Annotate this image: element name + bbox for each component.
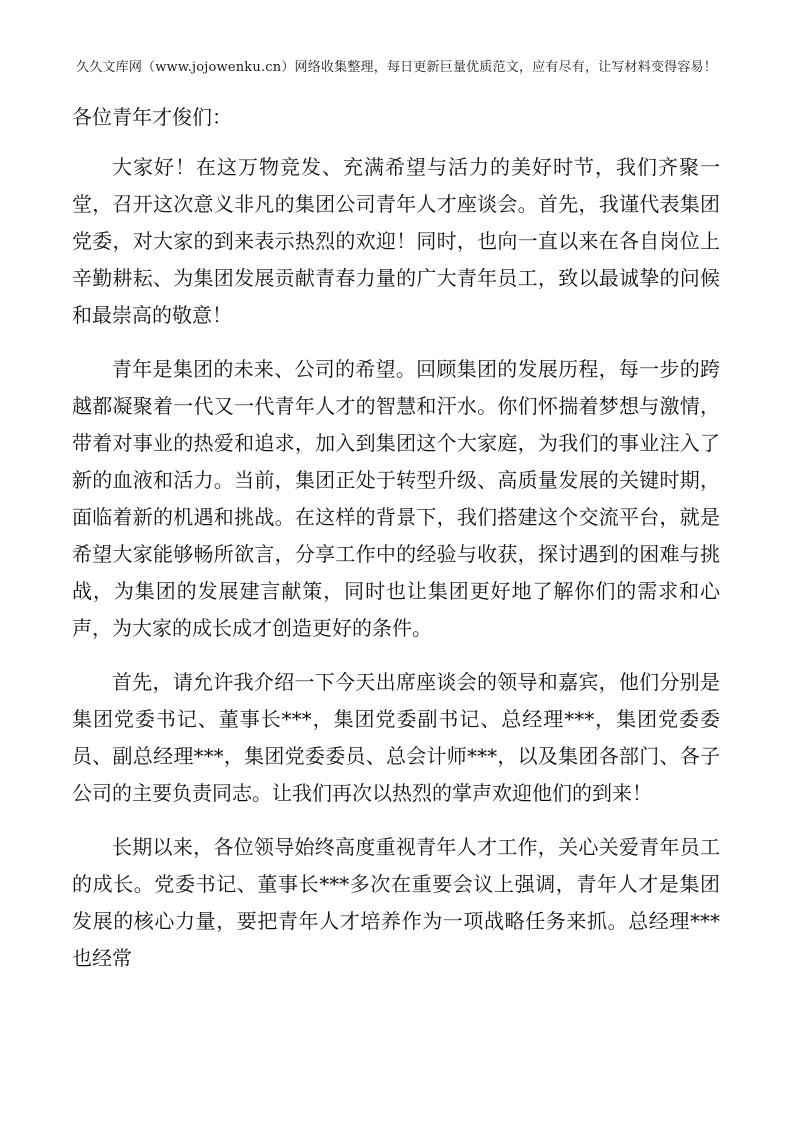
page-header-notice: 久久文库网（www.jojowenku.cn）网络收集整理，每日更新巨量优质范文，应有尽有，让写材料变得容易！ [76, 60, 717, 75]
paragraph-youth-future: 青年是集团的未来、公司的希望。回顾集团的发展历程，每一步的跨越都凝聚着一代又一代青年人才的智慧和汗水。你们怀揣着梦想与激情，带着对事业的热爱和追求，加入到集团这个大家庭，为我们的事业注入了新的血液和活力。当前，集团正处于转型升级、高质量发展的关键时期，面临着新的机遇和挑战。在这样的背景下，我们搭建这个交流平台，就是希望大家能够畅所欲言，分享工作中的经验与收获，探讨遇到的困难与挑战，为集团的发展建言献策，同时也让集团更好地了解你们的需求和心声，为大家的成长成才创造更好的条件。 [72, 357, 720, 640]
salutation: 各位青年才俊们： [72, 105, 232, 129]
paragraph-welcome: 大家好！在这万物竞发、充满希望与活力的美好时节，我们齐聚一堂，召开这次意义非凡的集团公司青年人才座谈会。首先，我谨代表集团党委，对大家的到来表示热烈的欢迎！同时，也向一直以来在各自岗位上辛勤耕耘、为集团发展贡献青春力量的广大青年员工，致以最诚挚的问候和最崇高的敬意！ [72, 155, 720, 327]
paragraph-introductions: 首先，请允许我介绍一下今天出席座谈会的领导和嘉宾，他们分别是集团党委书记、董事长***，集团党委副书记、总经理***，集团党委委员、副总经理***，集团党委委员、总会计师***，以及集团各部门、各子公司的主要负责同志。让我们再次以热烈的掌声欢迎他们的到来！ [72, 670, 720, 805]
paragraph-leadership-attention: 长期以来，各位领导始终高度重视青年人才工作，关心关爱青年员工的成长。党委书记、董事长***多次在重要会议上强调，青年人才是集团发展的核心力量，要把青年人才培养作为一项战略任务来抓。总经理***也经常 [72, 835, 720, 970]
document-body [72, 103, 720, 994]
